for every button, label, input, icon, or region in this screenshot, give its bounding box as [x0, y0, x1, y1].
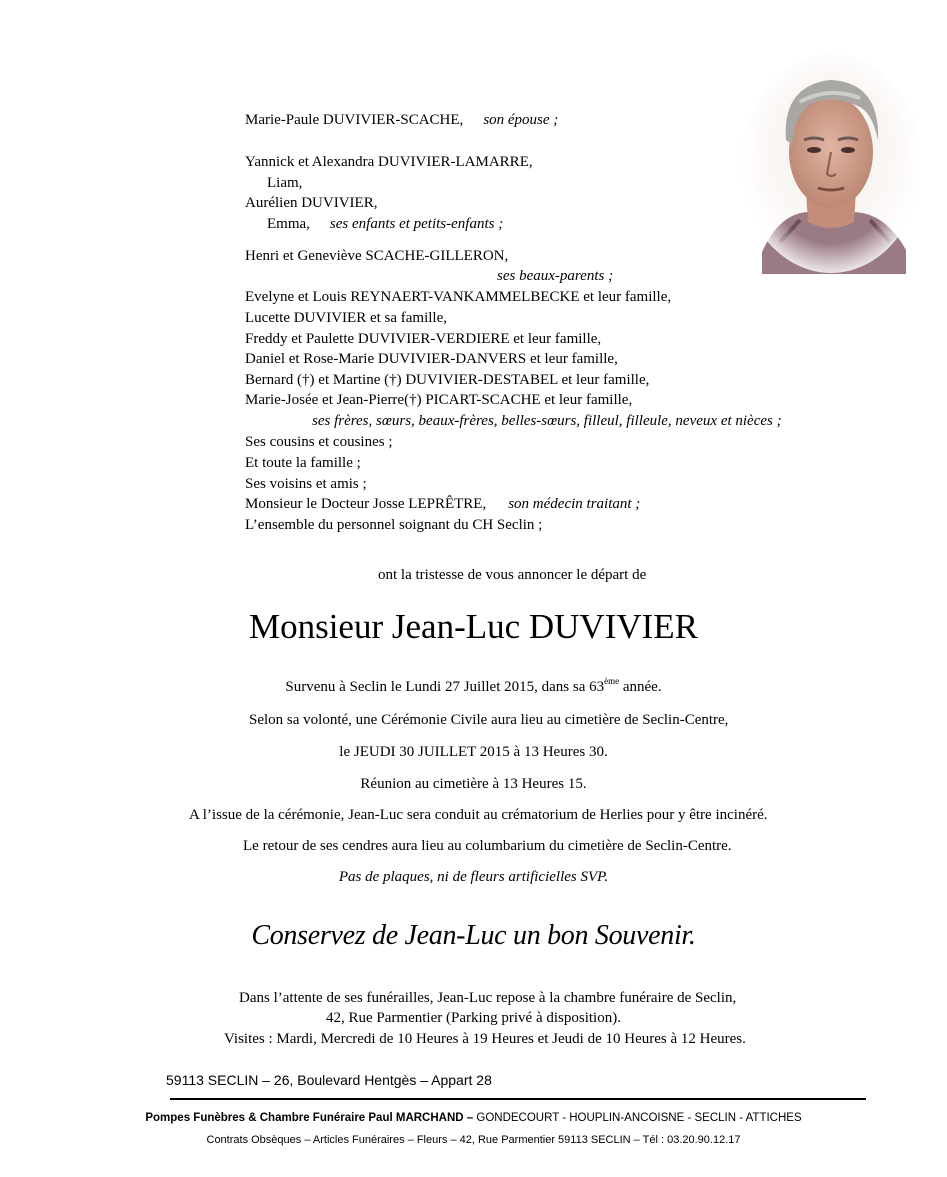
family-line: Et toute la famille ;: [245, 455, 361, 471]
funeral-home-contact: Contrats Obsèques – Articles Funéraires – Fleurs – 42, Rue Parmentier 59113 SECLIN – Tél : 03.20.90.12.17: [206, 1134, 741, 1146]
detail-line: Pas de plaques, ni de fleurs artificielles SVP.: [338, 869, 609, 885]
visit-line: Visites : Mardi, Mercredi de 10 Heures à 19 Heures et Jeudi de 10 Heures à 12 Heures.: [224, 1031, 746, 1047]
detail-line: Survenu à Seclin le Lundi 27 Juillet 2015, dans sa 63ème année.: [285, 676, 662, 695]
family-role: ses beaux-parents ;: [497, 268, 614, 284]
family-role: ses frères, sœurs, beaux-frères, belles-sœurs, filleul, filleule, neveux et nièces ;: [312, 413, 782, 429]
visit-line: 42, Rue Parmentier (Parking privé à disposition).: [326, 1010, 621, 1026]
family-line: Emma, ses enfants et petits-enfants ;: [267, 216, 504, 232]
family-line: Marie-Paule DUVIVIER-SCACHE, son épouse ;: [245, 112, 559, 128]
deceased-address: 59113 SECLIN – 26, Boulevard Hentgès – Appart 28: [166, 1072, 492, 1088]
family-line: Marie-Josée et Jean-Pierre(†) PICART-SCACHE et leur famille,: [245, 392, 633, 408]
deceased-name: Monsieur Jean-Luc DUVIVIER: [248, 607, 699, 646]
family-line: Freddy et Paulette DUVIVIER-VERDIERE et leur famille,: [245, 331, 602, 347]
family-line: Lucette DUVIVIER et sa famille,: [245, 310, 448, 326]
family-line: Bernard (†) et Martine (†) DUVIVIER-DESTABEL et leur famille,: [245, 372, 650, 388]
family-line: L’ensemble du personnel soignant du CH Seclin ;: [245, 517, 543, 533]
detail-line: Le retour de ses cendres aura lieu au columbarium du cimetière de Seclin-Centre.: [243, 838, 732, 854]
footer-divider: [170, 1098, 866, 1100]
family-line: Yannick et Alexandra DUVIVIER-LAMARRE,: [245, 154, 533, 170]
family-line: Liam,: [267, 175, 303, 191]
portrait-photo: [740, 52, 922, 274]
family-line: Evelyne et Louis REYNAERT-VANKAMMELBECKE et leur famille,: [245, 289, 672, 305]
detail-line: Selon sa volonté, une Cérémonie Civile aura lieu au cimetière de Seclin-Centre,: [249, 712, 729, 728]
detail-line: Réunion au cimetière à 13 Heures 15.: [360, 776, 587, 792]
visit-line: Dans l’attente de ses funérailles, Jean-Luc repose à la chambre funéraire de Seclin,: [239, 990, 737, 1006]
family-line: Henri et Geneviève SCACHE-GILLERON,: [245, 248, 509, 264]
family-line: Ses cousins et cousines ;: [245, 434, 393, 450]
family-line: Daniel et Rose-Marie DUVIVIER-DANVERS et leur famille,: [245, 351, 618, 367]
family-line: Aurélien DUVIVIER,: [245, 195, 378, 211]
family-line: Monsieur le Docteur Josse LEPRÊTRE, son médecin traitant ;: [245, 496, 641, 512]
souvenir-text: Conservez de Jean-Luc un bon Souvenir.: [251, 920, 696, 951]
detail-line: le JEUDI 30 JUILLET 2015 à 13 Heures 30.: [339, 744, 608, 760]
funeral-home-line: Pompes Funèbres & Chambre Funéraire Paul MARCHAND – GONDECOURT - HOUPLIN-ANCOISNE - SECLIN - ATTICHES: [145, 1112, 802, 1124]
detail-line: A l’issue de la cérémonie, Jean-Luc sera conduit au crématorium de Herlies pour y être incinéré.: [189, 807, 768, 823]
announce-text: ont la tristesse de vous annoncer le départ de: [378, 567, 647, 583]
family-line: Ses voisins et amis ;: [245, 476, 367, 492]
